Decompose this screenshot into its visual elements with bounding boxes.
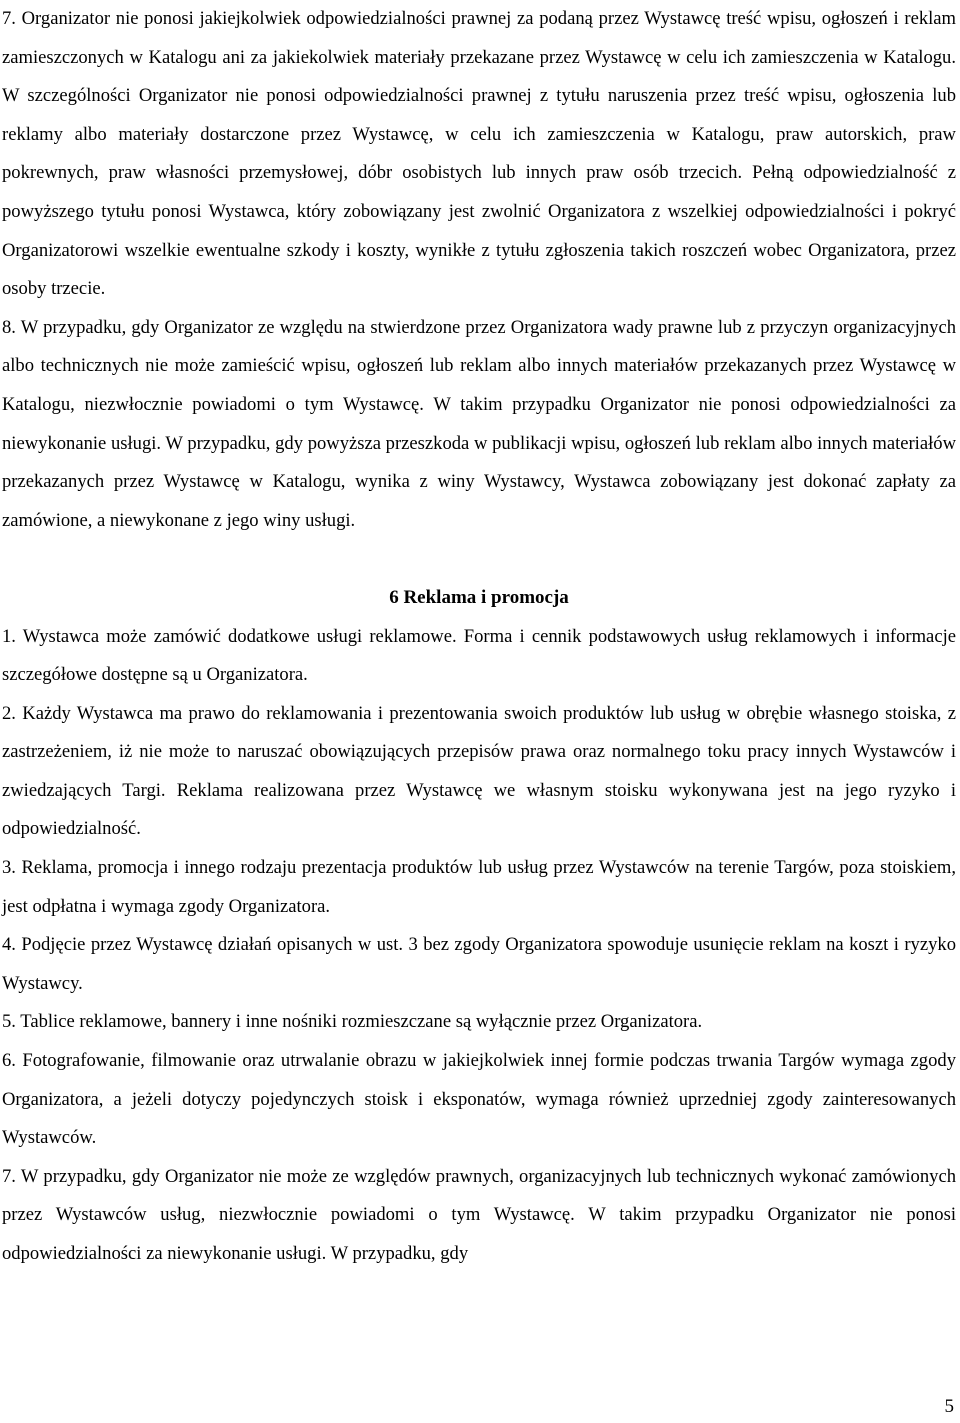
paragraph-6-photography: 6. Fotografowanie, filmowanie oraz utrwalanie obrazu w jakiejkolwiek innej formie podczas trwania Targów wymaga zgody Organizatora, a jeżeli dotyczy pojedynczych stoisk i eksponatów, wymaga również uprzedniej zgody zainteresowanych Wystawców.: [2, 1050, 956, 1149]
paragraph-4-removal: 4. Podjęcie przez Wystawcę działań opisanych w ust. 3 bez zgody Organizatora spowoduje usunięcie reklam na koszt i ryzyko Wystawcy.: [2, 934, 956, 994]
paragraph-3-outside-stand: 3. Reklama, promocja i innego rodzaju prezentacja produktów lub usług przez Wystawców na terenie Targów, poza stoiskiem, jest odpłatna i wymaga zgody Organizatora.: [2, 857, 956, 917]
page-number: 5: [944, 1396, 954, 1417]
section-spacer: [2, 540, 956, 579]
paragraph-7-services-impossible: 7. W przypadku, gdy Organizator nie może ze względów prawnych, organizacyjnych lub technicznych wykonać zamówionych przez Wystawców usług, niezwłocznie powiadomi o tym Wystawcę. W takim przypadku Organizator nie ponosi odpowiedzialności za niewykonanie usługi. W przypadku, gdy: [2, 1165, 956, 1264]
paragraph-8-catalog-publication: 8. W przypadku, gdy Organizator ze względu na stwierdzone przez Organizatora wady prawne lub z przyczyn organizacyjnych albo technicznych nie może zamieścić wpisu, ogłoszeń lub reklam albo innych materiałów przekazanych przez Wystawcę w Katalogu, niezwłocznie powiadomi o tym Wystawcę. W takim przypadku Organizator nie ponosi odpowiedzialności za niewykonanie usługi. W przypadku, gdy powyższa przeszkoda w publikacji wpisu, ogłoszeń lub reklam albo innych materiałów przekazanych przez Wystawcę w Katalogu, wynika z winy Wystawcy, Wystawca zobowiązany jest dokonać zapłaty za zamówione, a niewykonane z jego winy usługi.: [2, 316, 956, 531]
section-heading: 6 Reklama i promocja: [389, 586, 569, 608]
document-page: [2, 0, 956, 1274]
paragraph-1-advertising-services: 1. Wystawca może zamówić dodatkowe usługi reklamowe. Forma i cennik podstawowych usług reklamowych i informacje szczegółowe dostępne są u Organizatora.: [2, 625, 956, 686]
paragraph-5-billboards: 5. Tablice reklamowe, bannery i inne nośniki rozmieszczane są wyłącznie przez Organizatora.: [2, 1011, 703, 1033]
paragraph-7-catalog-liability: 7. Organizator nie ponosi jakiejkolwiek odpowiedzialności prawnej za podaną przez Wystawcę treść wpisu, ogłoszeń i reklam zamieszczonych w Katalogu ani za jakiekolwiek materiały przekazane przez Wystawcę w celu ich zamieszczenia w Katalogu. W szczególności Organizator nie ponosi odpowiedzialności prawnej z tytułu naruszenia przez treść wpisu, ogłoszenia lub reklamy albo materiały dostarczone przez Wystawcę, w celu ich zamieszczenia w Katalogu, praw autorskich, praw pokrewnych, praw własności przemysłowej, dóbr osobistych lub innych praw osób trzecich. Pełną odpowiedzialność z powyższego tytułu ponosi Wystawca, który zobowiązany jest zwolnić Organizatora z wszelkiej odpowiedzialności i pokryć Organizatorowi wszelkie ewentualne szkody i koszty, wynikłe z tytułu zgłoszenia takich roszczeń wobec Organizatora, przez osoby trzecie.: [2, 8, 956, 300]
paragraph-2-stand-advertising: 2. Każdy Wystawca ma prawo do reklamowania i prezentowania swoich produktów lub usług w obrębie własnego stoiska, z zastrzeżeniem, iż nie może to naruszać obowiązujących przepisów prawa oraz normalnego toku pracy innych Wystawców i zwiedzających Targi. Reklama realizowana przez Wystawcę we własnym stoisku wykonywana jest na jego ryzyko i odpowiedzialność.: [2, 702, 956, 840]
